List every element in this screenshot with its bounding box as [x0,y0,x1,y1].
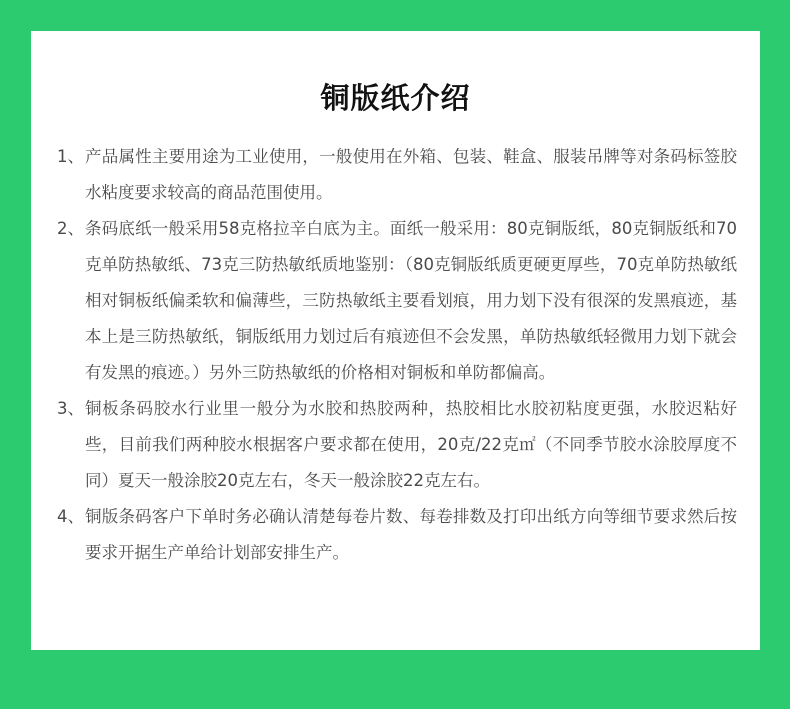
list-item-text: 铜版条码客户下单时务必确认清楚每卷片数、每卷排数及打印出纸方向等细节要求然后按要求开据生产单给计划部安排生产。 [85,507,737,562]
list-item-number: 3、 [57,399,84,418]
list-item-number: 1、 [57,147,84,166]
list-item-number: 4、 [57,507,84,526]
intro-list [57,139,737,571]
list-item-text: 铜板条码胶水行业里一般分为水胶和热胶两种，热胶相比水胶初粘度更强，水胶迟粘好些，目前我们两种胶水根据客户要求都在使用，20克/22克㎡（不同季节胶水涂胶厚度不同）夏天一般涂胶20克左右，冬天一般涂胶22克左右。 [85,399,737,490]
list-item [57,391,737,499]
list-item [57,211,737,391]
list-item [57,139,737,211]
list-item-text: 条码底纸一般采用58克格拉辛白底为主。面纸一般采用：80克铜版纸，80克铜版纸和70克单防热敏纸、73克三防热敏纸质地鉴别：（80克铜版纸质更硬更厚些，70克单防热敏纸相对铜板纸偏柔软和偏薄些，三防热敏纸主要看划痕，用力划下没有很深的发黑痕迹，基本上是三防热敏纸，铜版纸用力划过后有痕迹但不会发黑，单防热敏纸轻微用力划下就会有发黑的痕迹。）另外三防热敏纸的价格相对铜板和单防都偏高。 [85,219,737,382]
list-item-text: 产品属性主要用途为工业使用，一般使用在外箱、包装、鞋盒、服装吊牌等对条码标签胶水粘度要求较高的商品范围使用。 [85,147,737,202]
list-item-number: 2、 [57,219,84,238]
list-item [57,499,737,571]
page-title: 铜版纸介绍 [320,81,471,115]
content-card [31,31,760,650]
